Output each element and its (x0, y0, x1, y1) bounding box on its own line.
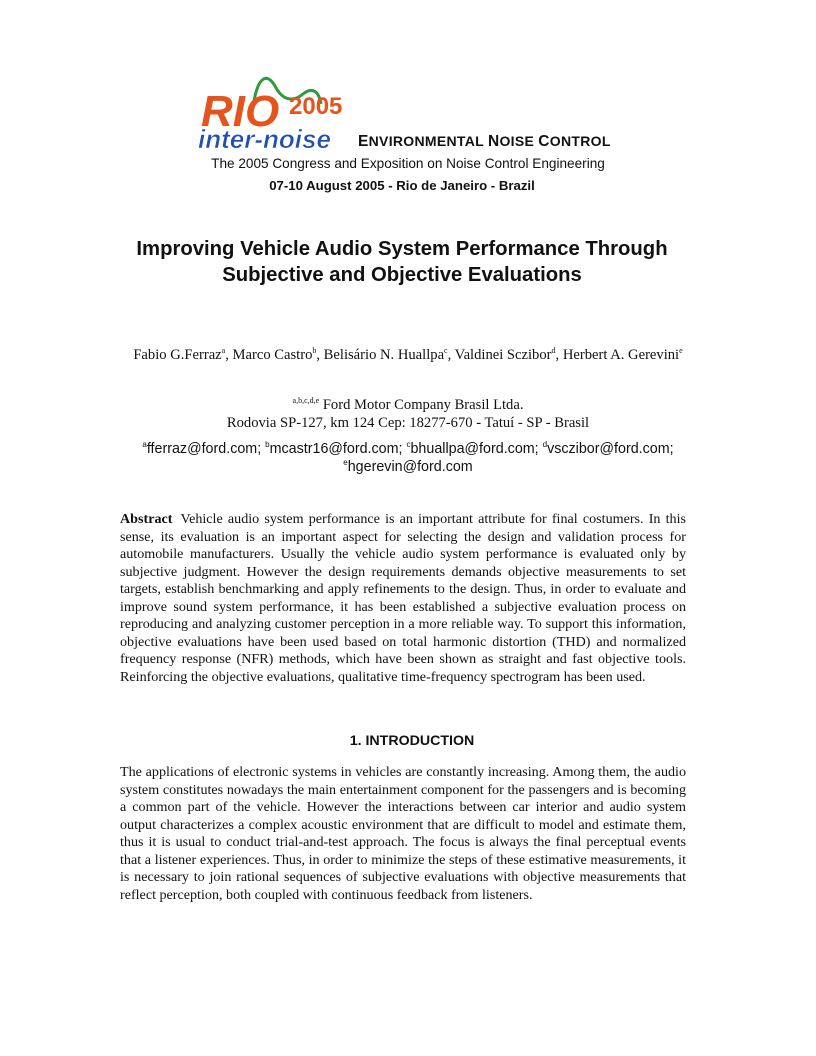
affiliation-address: Rodovia SP-127, km 124 Cep: 18277-670 - Tatuí - SP - Brasil (226, 415, 590, 431)
abstract-paragraph (120, 511, 686, 686)
paper-title-line-1: Improving Vehicle Audio System Performance Through (136, 238, 668, 260)
abstract-label: Abstract (120, 511, 173, 527)
affiliation-company: $^{a,b,c,d,e}$ Ford Motor Company Brasil Ltda. (292, 396, 524, 413)
environmental-noise-control-title: ENVIRONMENTAL NOISE CONTROL (358, 133, 611, 150)
logo-year-text: 2005 (289, 93, 343, 120)
logo-rio-text: RIO (201, 87, 280, 136)
section-heading-introduction: 1. INTRODUCTION (349, 733, 475, 749)
paper-title (100, 236, 704, 288)
logo-brand-text: inter-noise (198, 124, 331, 154)
inter-noise-rio-2005-logo (195, 68, 355, 160)
introduction-paragraph: The applications of electronic systems in vehicles are constantly increasing. Among them, the audio system constitutes nowadays the main entertainment component for the passengers and is becoming a common part of the vehicle. However the interactions between car interior and audio system output characterizes a complex acoustic environment that are difficult to model and estimate them, thus it is usual to conduct trial-and-test approach. The focus is always the final perceptual events that a listener experiences. Thus, in order to minimize the steps of these estimative measurements, it is necessary to join rational sequences of subjective evaluations with objective measurements that reflect perception, both coupled with continuous feedback from listeners. (120, 764, 686, 903)
abstract-text: Vehicle audio system performance is an important attribute for final costumers. In this sense, its evaluation is an important aspect for selecting the design and validation process for automobile manufacturers. Usually the vehicle audio system performance is evaluated only by subjective judgment. However the design requirements demands objective measurements to set targets, establish benchmarking and apply refinements to the design. Thus, in order to evaluate and improve sound system performance, it has been established a subjective evaluation process on reproducing and analyzing customer perception in a more reliable way. To support this information, objective evaluations have been used based on total harmonic distortion (THD) and normalized frequency response (NFR) methods, which have been shown as straight and fast objective tools. Reinforcing the objective evaluations, qualitative time-frequency spectrogram has been used. (120, 511, 686, 685)
paper-title-line-2: Subjective and Objective Evaluations (222, 264, 582, 286)
author-emails: $^a$fferraz@ford.com; $^b$mcastr16@ford.com; $^c$bhuallpa@ford.com; $^d$vsczibor@ford.com; $^e$hgerevin@ford.com (142, 440, 674, 475)
author-list: Fabio G.Ferraz$^a$, Marco Castro$^b$, Belisário N. Huallpa$^c$, Valdinei Sczibor$^d$, Herbert A. Gerevini$^e$ (133, 346, 683, 363)
congress-subtitle: The 2005 Congress and Exposition on Noise Control Engineering (211, 156, 605, 171)
author-affiliation (130, 396, 686, 432)
conference-dates: 07-10 August 2005 - Rio de Janeiro - Brazil (269, 178, 535, 193)
